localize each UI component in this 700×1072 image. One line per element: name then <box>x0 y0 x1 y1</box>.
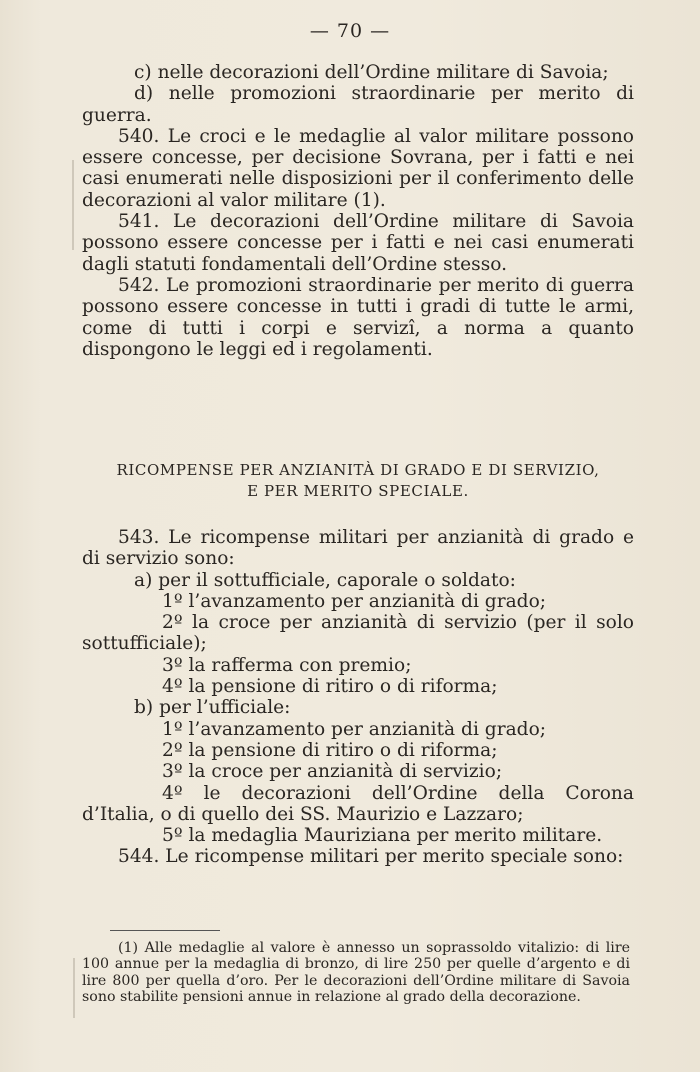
paragraph-d: d) nelle promozioni straordinarie per merito di guerra. <box>82 83 634 126</box>
pencil-margin-mark <box>72 160 74 250</box>
paragraph-540: 540. Le croci e le medaglie al valor militare possono essere concesse, per decisione Sovrana, per i fatti e nei casi enumerati nelle disposizioni per il conferimento delle decorazioni al valor militare (1). <box>82 125 634 211</box>
section-text-block <box>82 527 634 868</box>
item-b3: 3º la croce per anzianità di servizio; <box>162 761 503 783</box>
paragraph-543: 543. Le ricompense militari per anzianità di grado e di servizio sono: <box>82 527 634 570</box>
section-heading <box>82 460 634 502</box>
main-text-block <box>82 62 634 360</box>
item-a3: 3º la rafferma con premio; <box>162 654 412 676</box>
pencil-margin-mark-footnote <box>73 958 75 1018</box>
item-b1: 1º l’avanzamento per anzianità di grado; <box>162 718 547 740</box>
section-heading-line1: RICOMPENSE PER ANZIANITÀ DI GRADO E DI SERVIZIO, <box>116 461 600 479</box>
footnote-text: (1) Alle medaglie al valore è annesso un soprassoldo vitalizio: di lire 100 annue per la medaglia di bronzo, di lire 250 per quelle d’argento e di lire 800 per quella d’oro. Per le decorazioni dell’Ordine militare di Savoia sono stabilite pensioni annue in relazione al grado della decorazione. <box>82 940 630 1005</box>
item-b5: 5º la medaglia Mauriziana per merito militare. <box>162 825 603 847</box>
item-b2: 2º la pensione di ritiro o di riforma; <box>162 739 498 761</box>
item-a2: 2º la croce per anzianità di servizio (per il solo sottufficiale); <box>82 612 634 655</box>
item-b: b) per l’ufficiale: <box>134 697 291 719</box>
footnote-divider <box>110 930 220 931</box>
paragraph-541: 541. Le decorazioni dell’Ordine militare di Savoia possono essere concesse per i fatti e nei casi enumerati dagli statuti fondamentali dell’Ordine stesso. <box>82 211 634 275</box>
paragraph-544: 544. Le ricompense militari per merito speciale sono: <box>118 846 624 868</box>
page-number: — 70 — <box>309 20 391 42</box>
item-a4: 4º la pensione di ritiro o di riforma; <box>162 676 498 698</box>
item-a1: 1º l’avanzamento per anzianità di grado; <box>162 590 547 612</box>
item-b4: 4º le decorazioni dell’Ordine della Corona d’Italia, o di quello dei SS. Maurizio e Lazzaro; <box>82 782 634 825</box>
paragraph-c: c) nelle decorazioni dell’Ordine militare di Savoia; <box>134 62 609 83</box>
paragraph-542: 542. Le promozioni straordinarie per merito di guerra possono essere concesse in tutti i gradi di tutte le armi, come di tutti i corpi e servizî, a norma a quanto dispongono le leggi ed i regolamenti. <box>82 274 634 360</box>
footnote <box>82 940 630 1005</box>
section-heading-line2: E PER MERITO SPECIALE. <box>247 482 469 500</box>
item-a: a) per il sottufficiale, caporale o soldato: <box>134 569 516 591</box>
